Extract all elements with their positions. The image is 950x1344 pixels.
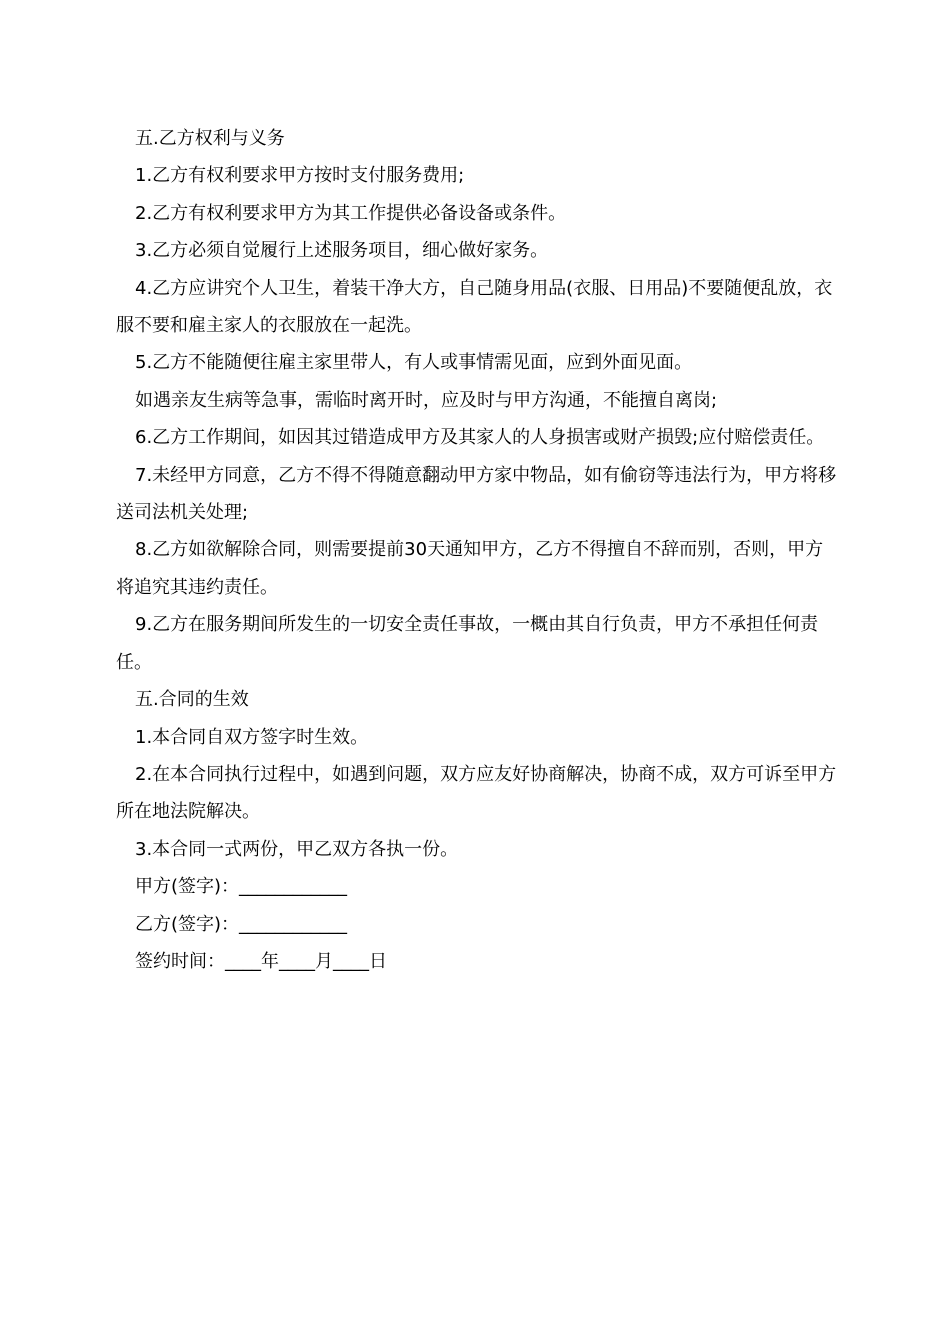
- clause-item: 2.在本合同执行过程中，如遇到问题，双方应友好协商解决，协商不成，双方可诉至甲方所在地法院解决。: [116, 763, 837, 823]
- clause-item: 5.乙方不能随便往雇主家里带人，有人或事情需见面，应到外面见面。: [135, 352, 693, 374]
- signature-party-a: 甲方(签字)：____________: [135, 876, 348, 898]
- clause-item: 4.乙方应讲究个人卫生，着装干净大方，自己随身用品(衣服、日用品)不要随便乱放，衣服不要和雇主家人的衣服放在一起洗。: [116, 277, 833, 337]
- clause-item: 9.乙方在服务期间所发生的一切安全责任事故，一概由其自行负责，甲方不承担任何责任。: [116, 614, 819, 673]
- clause-item: 2.乙方有权利要求甲方为其工作提供必备设备或条件。: [135, 202, 567, 224]
- signature-date: 签约时间：____年____月____日: [135, 950, 387, 972]
- signature-party-b: 乙方(签字)：____________: [135, 913, 348, 935]
- clause-item: 3.本合同一式两份，甲乙双方各执一份。: [135, 838, 459, 860]
- clause-item: 6.乙方工作期间，如因其过错造成甲方及其家人的人身损害或财产损毁;应付赔偿责任。: [135, 427, 825, 449]
- section-heading-effect: 五.合同的生效: [135, 689, 249, 711]
- document-body: [116, 120, 838, 980]
- clause-item: 1.乙方有权利要求甲方按时支付服务费用;: [135, 165, 465, 187]
- section-heading-rights: 五.乙方权利与义务: [135, 128, 285, 149]
- clause-item: 8.乙方如欲解除合同，则需要提前30天通知甲方，乙方不得擅自不辞而别，否则，甲方将追究其违约责任。: [116, 539, 824, 598]
- clause-item: 3.乙方必须自觉履行上述服务项目，细心做好家务。: [135, 240, 549, 262]
- clause-item: 1.本合同自双方签字时生效。: [135, 726, 369, 748]
- clause-item: 7.未经甲方同意，乙方不得不得随意翻动甲方家中物品，如有偷窃等违法行为，甲方将移送司法机关处理;: [116, 464, 837, 524]
- clause-item: 如遇亲友生病等急事，需临时离开时，应及时与甲方沟通，不能擅自离岗;: [135, 389, 718, 411]
